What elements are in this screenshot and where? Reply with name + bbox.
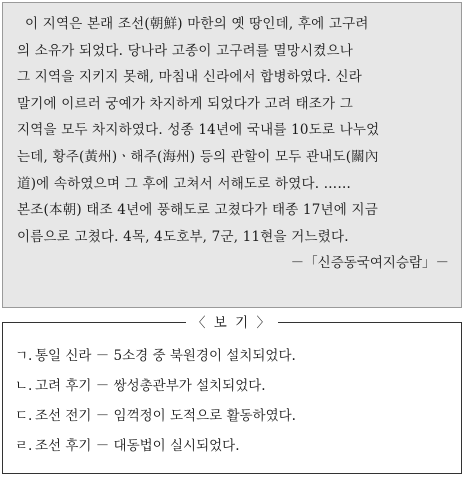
option-item (15, 341, 449, 371)
option-marker: ㄱ. (15, 348, 33, 364)
option-text: 고려 후기 － 쌍성총관부가 설치되었다. (35, 378, 266, 394)
options-title: 〈 보 기 〉 (186, 315, 278, 331)
passage-line: 는데, 황주(黃州)ㆍ해주(海州) 등의 관할이 모두 관내도(關內 (17, 148, 379, 165)
passage-line: 道)에 속하였으며 그 후에 고쳐서 서해도로 하였다. …… (17, 175, 352, 192)
passage-line: 의 소유가 되었다. 당나라 고종이 고구려를 멸망시켰으나 (17, 42, 353, 59)
passage-line: 이 지역은 본래 조선(朝鮮) 마한의 옛 땅인데, 후에 고구려 (25, 16, 369, 32)
passage-line: 말기에 이르러 궁예가 차지하게 되었다가 고려 태조가 그 (17, 95, 353, 112)
passage-line: 지역을 모두 차지하였다. 성종 14년에 국내를 10도로 나누었 (17, 122, 380, 139)
option-item (15, 431, 449, 461)
option-item (15, 371, 449, 401)
option-marker: ㄹ. (15, 438, 33, 454)
passage-source: －「신증동국여지승람」－ (290, 255, 449, 272)
option-marker: ㄷ. (15, 408, 33, 424)
option-item (15, 401, 449, 431)
option-text: 조선 후기 － 대동법이 실시되었다. (35, 438, 240, 454)
passage-box (2, 2, 462, 308)
passage-line: 이름으로 고쳤다. 4목, 4도호부, 7군, 11현을 거느렸다. (17, 228, 349, 245)
option-text: 조선 전기 － 임꺽정이 도적으로 활동하였다. (35, 408, 296, 424)
options-title-wrap (3, 314, 461, 332)
option-marker: ㄴ. (15, 378, 33, 394)
passage-line: 그 지역을 지키지 못해, 마침내 신라에서 합병하였다. 신라 (17, 69, 362, 86)
passage-line: 본조(本朝) 태조 4년에 풍해도로 고쳤다가 태종 17년에 지금 (17, 202, 378, 219)
options-box (2, 315, 462, 474)
option-text: 통일 신라 － 5소경 중 북원경이 설치되었다. (35, 348, 296, 364)
